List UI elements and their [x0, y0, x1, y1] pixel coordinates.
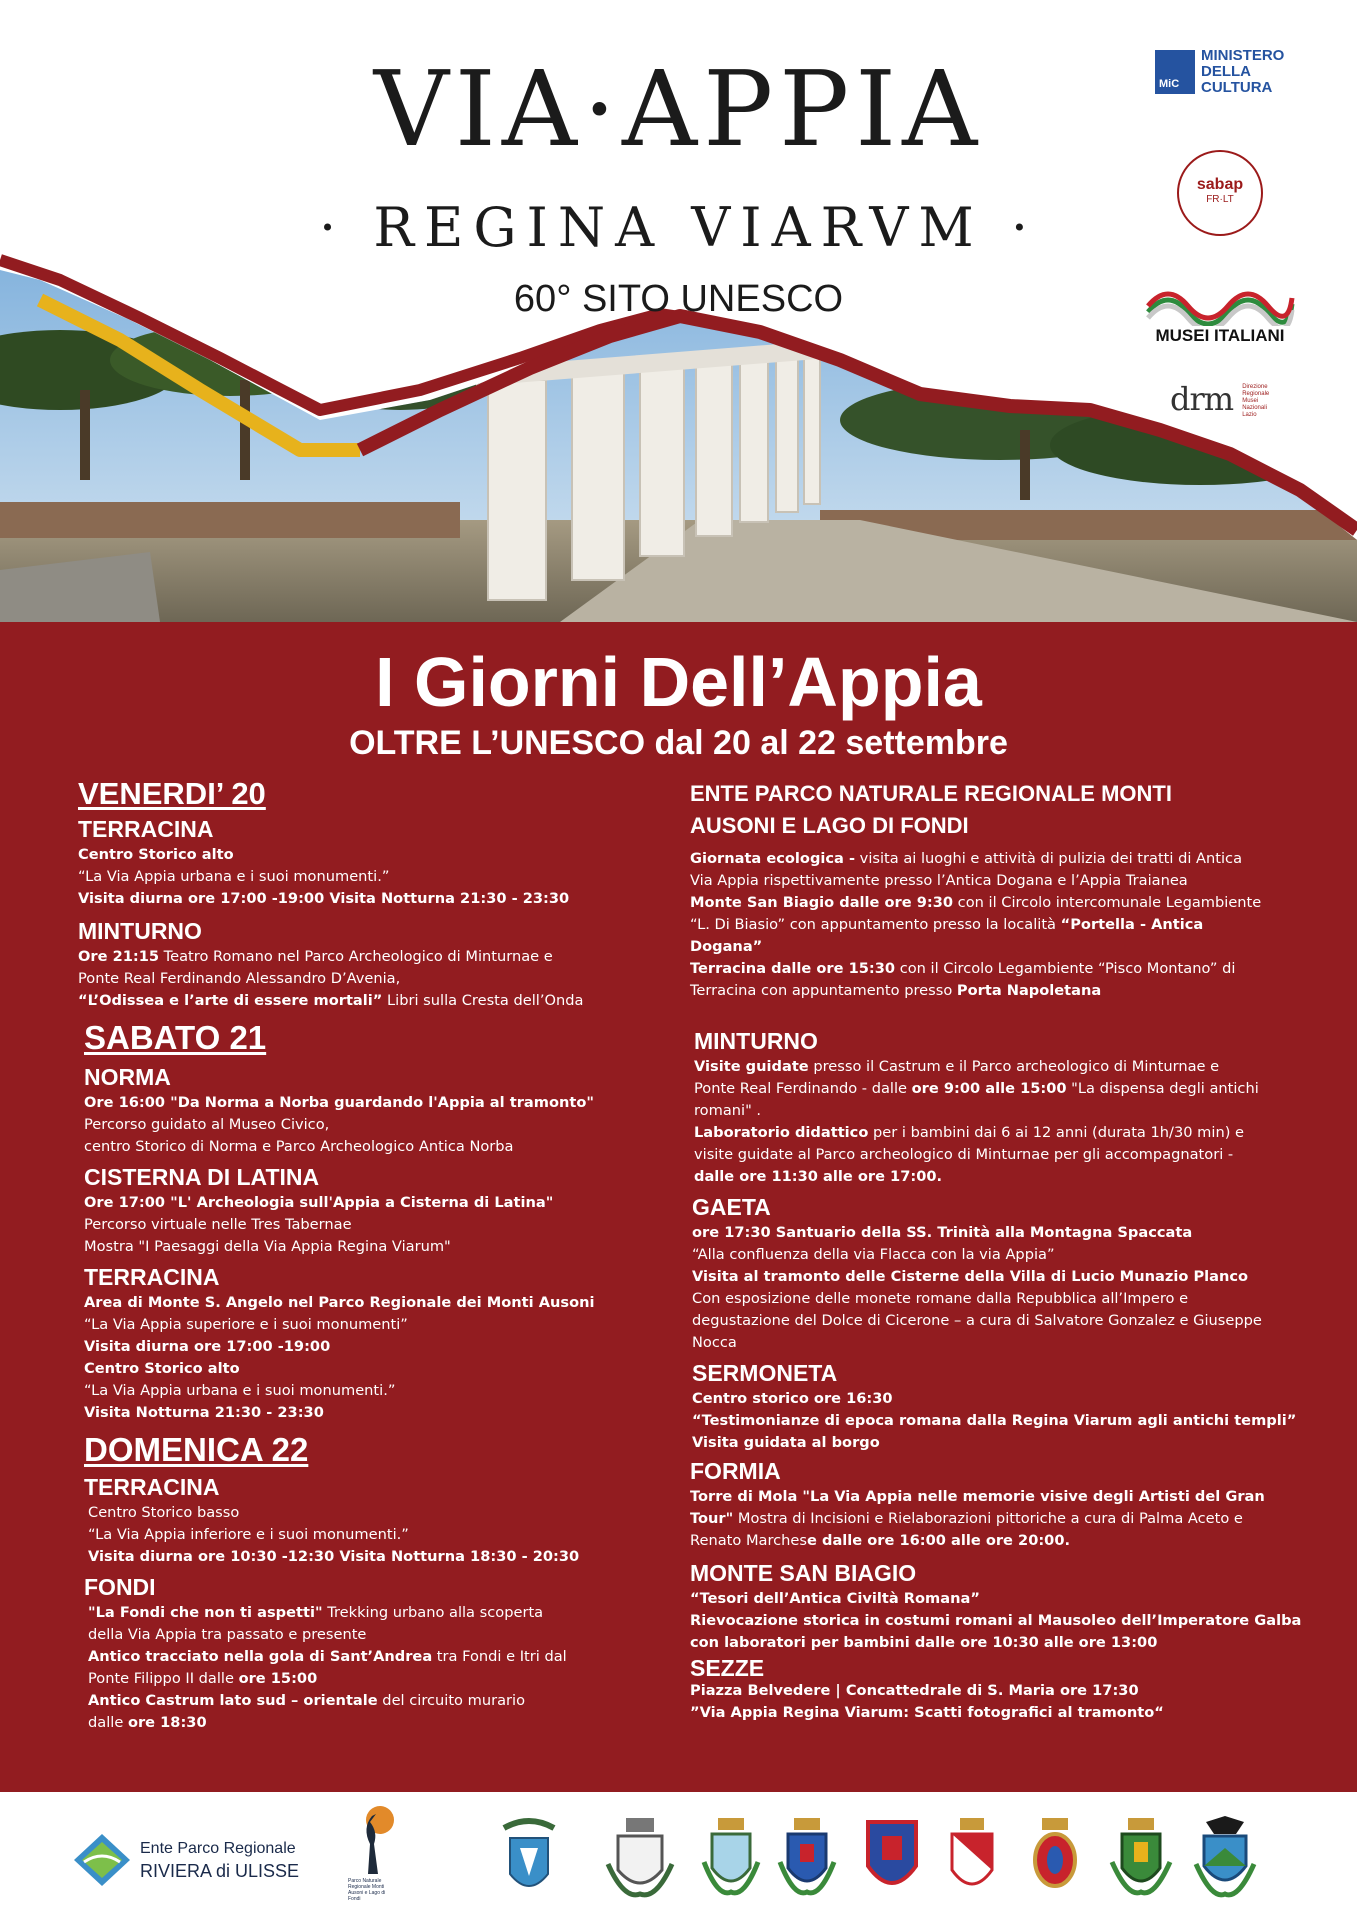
- event-line-text: Renato Marches: [690, 1532, 808, 1549]
- event-line: con laboratori per bambini dalle ore 10:30 alle ore 13:00: [690, 1634, 1158, 1651]
- place-heading-minturno-venerdi: MINTURNO: [78, 918, 202, 944]
- event-line: Rievocazione storica in costumi romani al Mausoleo dell’Imperatore Galba: [690, 1612, 1302, 1629]
- drm-small-2: Regionale: [1242, 391, 1270, 397]
- heron-icon: [348, 1804, 398, 1876]
- riviera-ulisse-diamond-icon: [72, 1832, 132, 1888]
- event-line-text: Ponte Filippo II dalle: [88, 1670, 239, 1687]
- event-line: Visita al tramonto delle Cisterne della Villa di Lucio Munazio Planco: [692, 1268, 1249, 1285]
- day-heading-domenica: DOMENICA 22: [84, 1431, 309, 1468]
- drm-small-5: Lazio: [1242, 412, 1257, 418]
- unesco-site-label: 60° SITO UNESCO: [513, 278, 844, 320]
- place-heading-fondi: FONDI: [84, 1574, 156, 1600]
- event-line-text: Libri sulla Cresta dell’Onda: [382, 992, 584, 1009]
- place-heading-sezze: SEZZE: [690, 1655, 765, 1681]
- event-line: Centro Storico alto: [78, 846, 234, 863]
- poster-header: [0, 0, 1357, 622]
- event-line: Mostra "I Paesaggi della Via Appia Regina Viarum": [84, 1238, 451, 1255]
- event-line: [78, 990, 678, 1012]
- mic-badge: MiC: [1155, 50, 1195, 94]
- gaeta-crest-icon: [862, 1814, 922, 1902]
- ente-parco-heading-1: ENTE PARCO NATURALE REGIONALE MONTI: [690, 781, 1172, 806]
- event-line: “Testimonianze di epoca romana dalla Regina Viarum agli antichi templi”: [692, 1412, 1297, 1429]
- event-line: [78, 946, 678, 968]
- event-line: Nocca: [692, 1334, 737, 1351]
- event-line: Visita guidata al borgo: [692, 1434, 880, 1451]
- musei-italiani-wave-icon: [1140, 282, 1300, 326]
- place-heading-norma: NORMA: [84, 1064, 171, 1090]
- event-line: Visita diurna ore 10:30 -12:30 Visita Notturna 18:30 - 20:30: [88, 1548, 580, 1565]
- event-line: [690, 1508, 1290, 1530]
- event-line: “La Via Appia urbana e i suoi monumenti.”: [84, 1382, 396, 1399]
- ministero-cultura-logo: [1155, 48, 1305, 98]
- event-line-text: "La dispensa degli antichi: [1066, 1080, 1259, 1097]
- place-heading-formia: FORMIA: [690, 1458, 781, 1484]
- place-heading-minturno-right: MINTURNO: [694, 1028, 818, 1054]
- event-line: [690, 914, 1290, 936]
- heron-logo-text: Parco Naturale Regionale Monti Ausoni e Lago di Fondi: [348, 1878, 386, 1902]
- event-line: Centro Storico alto: [84, 1360, 240, 1377]
- event-line: [690, 980, 1290, 1002]
- event-line-bold: Antico tracciato nella gola di Sant’Andrea: [88, 1648, 433, 1665]
- sabap-logo-text: sabap: [1196, 176, 1244, 193]
- event-line: Centro Storico basso: [88, 1504, 240, 1521]
- place-heading-terracina-venerdi: TERRACINA: [78, 816, 214, 842]
- minturno-crest-icon: [776, 1814, 838, 1902]
- event-line: Via Appia rispettivamente presso l’Antica Dogana e l’Appia Traianea: [690, 872, 1188, 889]
- event-line-bold: e dalle ore 16:00 alle ore 20:00.: [807, 1532, 1071, 1549]
- place-heading-terracina-sabato: TERRACINA: [84, 1264, 220, 1290]
- place-heading-gaeta: GAETA: [692, 1194, 771, 1220]
- event-line-bold: ore 15:00: [238, 1670, 318, 1687]
- event-line-text: con il Circolo intercomunale Legambiente: [953, 894, 1262, 911]
- event-line: Percorso virtuale nelle Tres Tabernae: [84, 1216, 352, 1233]
- event-line: [690, 1530, 1290, 1552]
- parco-line-1: Ente Parco Regionale: [140, 1840, 296, 1857]
- event-line: Dogana”: [690, 938, 763, 955]
- drm-lazio-logo: [1170, 380, 1300, 424]
- event-line-text: Ponte Real Ferdinando - dalle: [694, 1080, 912, 1097]
- event-line-text: del circuito murario: [377, 1692, 526, 1709]
- event-line: “La Via Appia superiore e i suoi monumenti”: [84, 1316, 408, 1333]
- event-line-bold: Giornata ecologica -: [690, 850, 856, 867]
- parco-monti-ausoni-logo: [348, 1804, 398, 1912]
- event-line-bold: ore 18:30: [127, 1714, 207, 1731]
- event-line: Ore 16:00 "Da Norma a Norba guardando l'Appia al tramonto": [84, 1094, 594, 1111]
- event-line-bold: ore 9:00 alle 15:00: [911, 1080, 1067, 1097]
- event-line-text: Trekking urbano alla scoperta: [322, 1604, 544, 1621]
- sabap-logo: [1177, 150, 1263, 236]
- event-line: Visita diurna ore 17:00 -19:00: [84, 1338, 331, 1355]
- left-column: [78, 772, 678, 1734]
- mic-line-3: CULTURA: [1201, 79, 1273, 96]
- event-line: [694, 1122, 1290, 1144]
- event-line: Area di Monte S. Angelo nel Parco Regionale dei Monti Ausoni: [84, 1294, 595, 1311]
- event-line: [84, 1712, 678, 1734]
- event-line-bold: Ore 21:15: [78, 948, 160, 965]
- event-line: degustazione del Dolce di Cicerone – a cura di Salvatore Gonzalez e Giuseppe: [692, 1312, 1262, 1329]
- event-line-text: dalle: [88, 1714, 128, 1731]
- event-line-bold: "La Fondi che non ti aspetti": [88, 1604, 323, 1621]
- mic-line-2: DELLA: [1201, 63, 1251, 80]
- event-line: [694, 1078, 1290, 1100]
- drm-small-3: Musei: [1242, 398, 1259, 404]
- event-subtitle: OLTRE L’UNESCO dal 20 al 22 settembre: [349, 724, 1008, 762]
- event-line: [84, 1646, 678, 1668]
- place-heading-monte-san-biagio: MONTE SAN BIAGIO: [690, 1560, 917, 1586]
- event-line-bold: Terracina dalle ore 15:30: [690, 960, 896, 977]
- event-line: Ponte Real Ferdinando Alessandro D’Avenia,: [78, 970, 401, 987]
- provincia-crest-icon: [498, 1814, 560, 1902]
- event-line: “La Via Appia inferiore e i suoi monumenti.”: [88, 1526, 409, 1543]
- musei-italiani-logo: [1140, 282, 1300, 354]
- event-line: Con esposizione delle monete romane dalla Repubblica all’Impero e: [692, 1290, 1189, 1307]
- event-line: dalle ore 11:30 alle ore 17:00.: [694, 1168, 943, 1185]
- event-line-bold: Visite guidate: [694, 1058, 809, 1075]
- event-line-text: per i bambini dai 6 ai 12 anni (durata 1h/30 min) e: [868, 1124, 1245, 1141]
- parco-line-2: RIVIERA di ULISSE: [140, 1861, 300, 1881]
- drm-small-1: Direzione: [1242, 384, 1268, 390]
- event-line-text: Mostra di Incisioni e Rielaborazioni pittoriche a cura di Palma Aceto e: [733, 1510, 1243, 1527]
- program-section: [0, 622, 1357, 1792]
- event-line: [694, 1056, 1290, 1078]
- event-line: romani" .: [694, 1102, 762, 1119]
- ente-parco-heading-2: AUSONI E LAGO DI FONDI: [690, 813, 969, 838]
- fondi-crest-icon: [700, 1814, 762, 1902]
- subtitle: · REGINA VIARVM ·: [319, 196, 1038, 259]
- event-line-bold: Porta Napoletana: [956, 982, 1102, 999]
- right-column: [690, 778, 1302, 1724]
- monte-san-biagio-crest-icon: [1192, 1814, 1258, 1902]
- event-line: [690, 892, 1290, 914]
- event-line-text: visita ai luoghi e attività di pulizia dei tratti di Antica: [855, 850, 1243, 867]
- event-line: Visita Notturna 21:30 - 23:30: [84, 1404, 324, 1421]
- event-line-text: tra Fondi e Itri dal: [432, 1648, 567, 1665]
- musei-italiani-text: MUSEI ITALIANI: [1155, 326, 1285, 345]
- place-heading-sermoneta: SERMONETA: [692, 1360, 838, 1386]
- place-heading-cisterna: CISTERNA DI LATINA: [84, 1164, 320, 1190]
- event-line: [84, 1668, 678, 1690]
- event-line: [690, 958, 1290, 980]
- event-line-bold: Tour": [690, 1510, 734, 1527]
- event-line: [84, 1602, 678, 1624]
- event-line: Percorso guidato al Museo Civico,: [84, 1116, 330, 1133]
- event-line: Centro storico ore 16:30: [692, 1390, 893, 1407]
- formia-crest-icon: [946, 1814, 998, 1902]
- sponsor-footer: [0, 1792, 1357, 1920]
- event-line-bold: Laboratorio didattico: [694, 1124, 869, 1141]
- event-line: Ore 17:00 "L' Archeologia sull'Appia a Cisterna di Latina": [84, 1194, 554, 1211]
- event-line-text: “L. Di Biasio” con appuntamento presso la località: [690, 916, 1061, 933]
- event-line: della Via Appia tra passato e presente: [88, 1626, 367, 1643]
- day-heading-venerdi: VENERDI’ 20: [78, 776, 266, 811]
- event-line: visite guidate al Parco archeologico di Minturnae per gli accompagnatori -: [694, 1146, 1234, 1163]
- event-line-bold: Antico Castrum lato sud – orientale: [88, 1692, 378, 1709]
- mic-line-1: MINISTERO: [1201, 47, 1285, 64]
- parco-riviera-ulisse-logo: [72, 1832, 312, 1888]
- event-line-bold: Monte San Biagio dalle ore 9:30: [690, 894, 954, 911]
- day-heading-sabato: SABATO 21: [84, 1019, 267, 1056]
- place-heading-terracina-domenica: TERRACINA: [84, 1474, 220, 1500]
- event-line-text: Terracina con appuntamento presso: [690, 982, 957, 999]
- sermoneta-crest-icon: [1024, 1814, 1086, 1902]
- event-line: [84, 1690, 678, 1712]
- event-line-text: presso il Castrum e il Parco archeologico di Minturnae e: [808, 1058, 1220, 1075]
- event-line-bold: “L’Odissea e l’arte di essere mortali”: [78, 992, 383, 1009]
- event-line: “Alla confluenza della via Flacca con la via Appia”: [692, 1246, 1055, 1263]
- event-title: I Giorni Dell’Appia: [375, 643, 982, 721]
- event-line-bold: “Portella - Antica: [1060, 916, 1204, 933]
- drm-logo-text: drm: [1170, 380, 1234, 418]
- event-line: centro Storico di Norma e Parco Archeologico Antica Norba: [84, 1138, 514, 1155]
- event-line: “Tesori dell’Antica Civiltà Romana”: [690, 1590, 980, 1607]
- event-line: [690, 848, 1290, 870]
- event-line: ”Via Appia Regina Viarum: Scatti fotografici al tramonto“: [690, 1704, 1164, 1721]
- event-line: “La Via Appia urbana e i suoi monumenti.”: [78, 868, 390, 885]
- terracina-crest-icon: [604, 1814, 676, 1902]
- sezze-crest-icon: [1108, 1814, 1174, 1902]
- event-line: ore 17:30 Santuario della SS. Trinità alla Montagna Spaccata: [692, 1224, 1193, 1241]
- event-line: Piazza Belvedere | Concattedrale di S. Maria ore 17:30: [690, 1682, 1139, 1699]
- main-title: VIA·APPIA: [373, 48, 984, 170]
- event-line-text: con il Circolo Legambiente “Pisco Montano” di: [895, 960, 1236, 977]
- event-line: Torre di Mola "La Via Appia nelle memorie visive degli Artisti del Gran: [690, 1488, 1265, 1505]
- event-line: Visita diurna ore 17:00 -19:00 Visita Notturna 21:30 - 23:30: [78, 890, 570, 907]
- drm-small-4: Nazionali: [1242, 405, 1267, 411]
- event-line-text: Teatro Romano nel Parco Archeologico di Minturnae e: [159, 948, 553, 965]
- sabap-logo-sub: FR·LT: [1206, 194, 1234, 205]
